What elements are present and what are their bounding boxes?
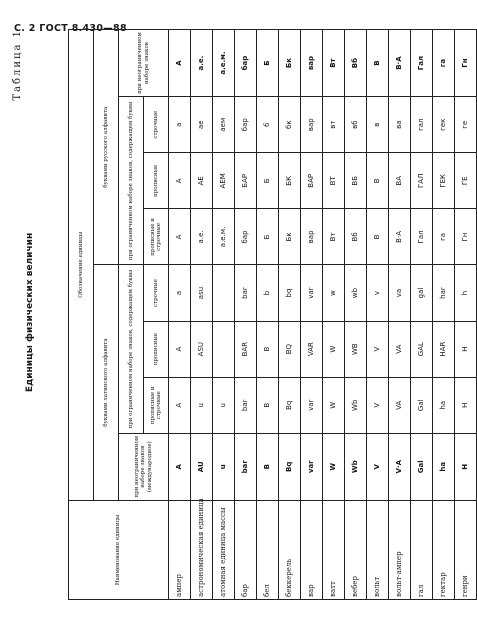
symbol-cell: u xyxy=(213,433,235,500)
table-row xyxy=(169,30,191,600)
col-header-designation: Обозначение единицы xyxy=(69,30,94,501)
symbol-cell: A xyxy=(169,433,191,500)
symbol-cell: V xyxy=(367,433,389,500)
symbol-cell: Бк xyxy=(279,30,301,97)
symbol-cell: АЕМ xyxy=(213,153,235,209)
symbol-cell: ВА xyxy=(389,153,411,209)
unit-name-cell: вар xyxy=(301,500,323,599)
unit-name-cell: вольт-ампер xyxy=(389,500,411,599)
symbol-cell: ге xyxy=(455,97,477,153)
symbol-cell: A xyxy=(169,153,191,209)
symbol-cell: Bq xyxy=(279,377,301,433)
symbol-cell: б xyxy=(257,97,279,153)
symbol-cell: V xyxy=(367,377,389,433)
table-row xyxy=(455,30,477,600)
symbol-cell: бар xyxy=(235,209,257,265)
symbol-cell: A xyxy=(169,377,191,433)
symbol-cell: BAR xyxy=(235,321,257,377)
symbol-cell: гек xyxy=(433,97,455,153)
symbol-cell: h xyxy=(455,265,477,321)
unit-name-cell: вебер xyxy=(345,500,367,599)
unit-name-cell: гал xyxy=(411,500,433,599)
symbol-cell: АЕ xyxy=(191,153,213,209)
unit-name-cell: генри xyxy=(455,500,477,599)
symbol-cell: GAL xyxy=(411,321,433,377)
symbol-cell: v xyxy=(367,265,389,321)
symbol-cell: Б xyxy=(257,30,279,97)
symbol-cell: W xyxy=(323,377,345,433)
col-header-lat-limited: при ограниченном наборе знаков, содержащем буквы xyxy=(119,265,144,433)
symbol-cell: гал xyxy=(411,97,433,153)
symbol-cell: Вб xyxy=(345,209,367,265)
symbol-cell: HAR xyxy=(433,321,455,377)
symbol-cell: b xyxy=(257,265,279,321)
col-header-lat-upper: прописные xyxy=(144,321,169,377)
symbol-cell: Гал xyxy=(411,30,433,97)
symbol-cell: va xyxy=(389,265,411,321)
symbol-cell: W xyxy=(323,321,345,377)
symbol-cell: V xyxy=(367,321,389,377)
unit-name-cell: беккерель xyxy=(279,500,301,599)
symbol-cell: a xyxy=(169,97,191,153)
symbol-cell: ае xyxy=(191,97,213,153)
symbol-cell: W xyxy=(323,433,345,500)
symbol-cell: var xyxy=(301,377,323,433)
symbol-cell: H xyxy=(455,377,477,433)
symbol-cell: wb xyxy=(345,265,367,321)
symbol-cell: Wb xyxy=(345,377,367,433)
symbol-cell: вар xyxy=(301,209,323,265)
symbol-cell: БК xyxy=(279,153,301,209)
symbol-cell: A xyxy=(169,209,191,265)
col-header-lat-lower: строчные xyxy=(144,265,169,321)
symbol-cell: ASU xyxy=(191,321,213,377)
symbol-cell: В xyxy=(367,153,389,209)
symbol-cell: Вб xyxy=(345,30,367,97)
symbol-cell: бар xyxy=(235,97,257,153)
table-row xyxy=(235,30,257,600)
symbol-cell: вб xyxy=(345,97,367,153)
symbol-cell: VAR xyxy=(301,321,323,377)
symbol-cell: га xyxy=(433,30,455,97)
col-header-rus-nolimit: при неограниченном наборе знаков xyxy=(119,30,169,97)
symbol-cell: В·А xyxy=(389,209,411,265)
symbol-cell: har xyxy=(433,265,455,321)
symbol-cell: ha xyxy=(433,433,455,500)
symbol-cell: B xyxy=(257,321,279,377)
unit-name-cell: вольт xyxy=(367,500,389,599)
symbol-cell: ВБ xyxy=(345,153,367,209)
table-row xyxy=(345,30,367,600)
symbol-cell: var xyxy=(301,433,323,500)
symbol-cell: ВТ xyxy=(323,153,345,209)
rotated-content xyxy=(12,25,470,600)
symbol-cell: а.е. xyxy=(191,30,213,97)
table-row xyxy=(323,30,345,600)
symbol-cell: ha xyxy=(433,377,455,433)
page-title: Единицы физических величин xyxy=(25,232,35,393)
table-row xyxy=(191,30,213,600)
unit-name-cell: гектар xyxy=(433,500,455,599)
symbol-cell xyxy=(213,321,235,377)
symbol-cell: вт xyxy=(323,97,345,153)
symbol-cell: бар xyxy=(235,30,257,97)
table-row xyxy=(411,30,433,600)
symbol-cell: VA xyxy=(389,321,411,377)
symbol-cell: В xyxy=(367,209,389,265)
symbol-cell: a xyxy=(169,265,191,321)
symbol-cell: га xyxy=(433,209,455,265)
unit-name-cell: бар xyxy=(235,500,257,599)
col-header-rus-upper: прописные xyxy=(144,153,169,209)
symbol-cell: WB xyxy=(345,321,367,377)
col-header-russian: буквами русского алфавита xyxy=(94,30,119,265)
symbol-cell: u xyxy=(191,377,213,433)
symbol-cell: B xyxy=(257,377,279,433)
symbol-cell: вар xyxy=(301,97,323,153)
symbol-cell: Bq xyxy=(279,433,301,500)
symbol-cell: BQ xyxy=(279,321,301,377)
symbol-cell: Б xyxy=(257,209,279,265)
symbol-cell: БАР xyxy=(235,153,257,209)
symbol-cell: B xyxy=(257,433,279,500)
table-row xyxy=(279,30,301,600)
page-header: С. 2 ГОСТ 8.430—88 xyxy=(14,23,127,34)
symbol-cell: Gal xyxy=(411,433,433,500)
symbol-cell: ГЕ xyxy=(455,153,477,209)
table-row xyxy=(301,30,323,600)
symbol-cell: w xyxy=(323,265,345,321)
col-header-latin: буквами латинского алфавита xyxy=(94,265,119,500)
symbol-cell: Гн xyxy=(455,209,477,265)
symbol-cell: а.е.м. xyxy=(213,30,235,97)
symbol-cell: Б xyxy=(257,153,279,209)
symbol-cell: bar xyxy=(235,433,257,500)
units-table xyxy=(68,29,477,600)
symbol-cell: bar xyxy=(235,377,257,433)
unit-name-cell: бел xyxy=(257,500,279,599)
unit-name-cell: атомная единица массы xyxy=(213,500,235,599)
unit-name-cell: ампер xyxy=(169,500,191,599)
symbol-cell: вар xyxy=(301,30,323,97)
symbol-cell: u xyxy=(213,377,235,433)
symbol-cell: bar xyxy=(235,265,257,321)
symbol-cell: A xyxy=(169,30,191,97)
symbol-cell: Гн xyxy=(455,30,477,97)
table-row xyxy=(213,30,235,600)
col-header-lat-nolimit: при неограниченном наборе знаков (международное) xyxy=(119,433,169,500)
unit-name-cell: астрономическая единица xyxy=(191,500,213,599)
table-row xyxy=(433,30,455,600)
symbol-cell: A xyxy=(169,321,191,377)
symbol-cell: аем xyxy=(213,97,235,153)
symbol-cell: asu xyxy=(191,265,213,321)
symbol-cell: ГЕК xyxy=(433,153,455,209)
symbol-cell: AU xyxy=(191,433,213,500)
symbol-cell: Вт xyxy=(323,30,345,97)
symbol-cell: в xyxy=(367,97,389,153)
symbol-cell: бк xyxy=(279,97,301,153)
symbol-cell: ва xyxy=(389,97,411,153)
symbol-cell: bq xyxy=(279,265,301,321)
symbol-cell xyxy=(213,265,235,321)
symbol-cell: H xyxy=(455,321,477,377)
symbol-cell: Бк xyxy=(279,209,301,265)
col-header-lat-upperlower: прописные и строчные xyxy=(144,377,169,433)
table-label: Таблица 1 xyxy=(12,29,23,101)
symbol-cell: ВАР xyxy=(301,153,323,209)
symbol-cell: H xyxy=(455,433,477,500)
symbol-cell: Гал xyxy=(411,209,433,265)
col-header-rus-limited: при ограниченном наборе знаков, содержащем буквы xyxy=(119,97,144,265)
symbol-cell: V·A xyxy=(389,433,411,500)
table-row xyxy=(367,30,389,600)
symbol-cell: В xyxy=(367,30,389,97)
symbol-cell: а.е. xyxy=(191,209,213,265)
col-header-rus-upperlower: прописные и строчные xyxy=(144,209,169,265)
symbol-cell: ГАЛ xyxy=(411,153,433,209)
symbol-cell: var xyxy=(301,265,323,321)
symbol-cell: а.е.м. xyxy=(213,209,235,265)
col-header-name: Наименование единицы xyxy=(69,500,169,599)
symbol-cell: Gal xyxy=(411,377,433,433)
col-header-rus-lower: строчные xyxy=(144,97,169,153)
symbol-cell: В·А xyxy=(389,30,411,97)
unit-name-cell: ватт xyxy=(323,500,345,599)
symbol-cell: Вт xyxy=(323,209,345,265)
symbol-cell: gal xyxy=(411,265,433,321)
symbol-cell: VA xyxy=(389,377,411,433)
table-row xyxy=(257,30,279,600)
symbol-cell: Wb xyxy=(345,433,367,500)
table-row xyxy=(389,30,411,600)
